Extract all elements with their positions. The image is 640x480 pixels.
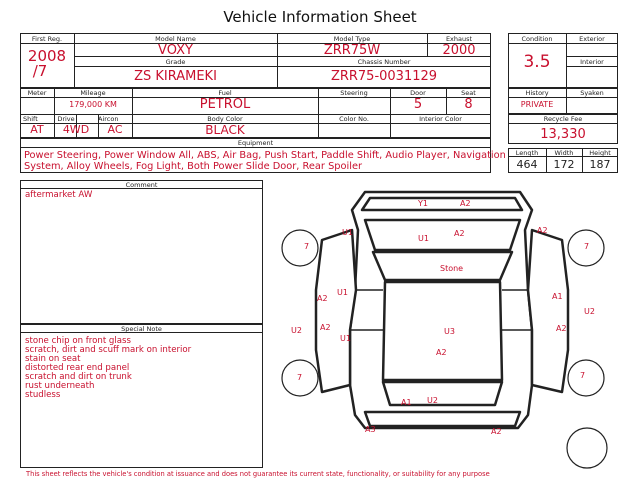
damage-mark: A3	[365, 425, 376, 434]
special-note-item: studless	[25, 390, 61, 400]
damage-mark: A2	[556, 324, 567, 333]
interior-label: Interior	[580, 58, 604, 66]
comment-box	[20, 180, 263, 324]
special-note-label: Special Note	[121, 325, 162, 333]
height-label: Height	[589, 149, 611, 157]
interior-color-label: Interior Color	[419, 115, 462, 123]
chassis-number-label: Chassis Number	[357, 58, 411, 66]
mileage-label: Mileage	[80, 89, 106, 97]
damage-mark: U2	[584, 307, 595, 316]
body-color-value: BLACK	[205, 123, 245, 137]
comment-label: Comment	[125, 181, 158, 189]
damage-mark: Y1	[418, 199, 428, 208]
damage-mark: Stone	[440, 264, 464, 273]
damage-mark: A2	[491, 427, 502, 436]
syaken-label: Syaken	[580, 89, 604, 97]
first-reg-label: First Reg.	[31, 35, 63, 43]
model-name-label: Model Name	[155, 35, 196, 43]
damage-mark: A1	[552, 292, 563, 301]
height-value: 187	[589, 158, 611, 171]
damage-mark: A2	[537, 226, 548, 235]
model-name-value: VOXY	[158, 43, 193, 58]
history-value: PRIVATE	[520, 100, 554, 109]
recycle-fee-label: Recycle Fee	[543, 115, 583, 123]
damage-mark: A2	[460, 199, 471, 208]
model-type-label: Model Type	[333, 35, 371, 43]
exhaust-value: 2000	[442, 43, 476, 58]
damage-mark: A1	[401, 398, 412, 407]
door-value: 5	[413, 97, 423, 112]
page-title: Vehicle Information Sheet	[223, 8, 417, 26]
fuel-label: Fuel	[218, 89, 232, 97]
drive-label: Drive	[57, 115, 75, 123]
special-note-item: scratch and dirt on trunk	[25, 372, 132, 382]
chassis-number-value: ZRR75-0031129	[330, 69, 438, 84]
length-label: Length	[515, 149, 539, 157]
mileage-value: 179,000 KM	[69, 100, 117, 109]
damage-mark: U2	[291, 326, 302, 335]
aircon-value: AC	[107, 123, 123, 136]
condition-value: 3.5	[523, 52, 551, 72]
body-color-label: Body Color	[207, 115, 243, 123]
history-label: History	[525, 89, 549, 97]
special-note-item: stone chip on front glass	[25, 336, 131, 346]
width-label: Width	[554, 149, 574, 157]
recycle-fee-value: 13,330	[540, 127, 586, 142]
fuel-value: PETROL	[199, 97, 251, 112]
seat-label: Seat	[461, 89, 476, 97]
special-note-item: rust underneath	[25, 381, 95, 391]
exhaust-label: Exhaust	[445, 35, 473, 43]
condition-label: Condition	[521, 35, 553, 43]
shift-value: AT	[30, 123, 44, 136]
damage-mark: U2	[427, 396, 438, 405]
special-note-item: scratch, dirt and scuff mark on interior	[25, 345, 192, 355]
damage-mark: U1	[340, 334, 351, 343]
damage-mark: 7	[580, 371, 586, 380]
damage-mark: A2	[317, 294, 328, 303]
model-type-value: ZRR75W	[323, 43, 381, 58]
damage-mark: U1	[418, 234, 429, 243]
comment-value: aftermarket AW	[25, 190, 93, 200]
aircon-label: Aircon	[98, 115, 119, 123]
grade-value: ZS KIRAMEKI	[134, 69, 217, 84]
damage-mark: 7	[297, 373, 303, 382]
drive-value: 4WD	[62, 123, 90, 136]
damage-mark: 7	[584, 242, 590, 251]
damage-mark: A2	[320, 323, 331, 332]
damage-mark: U3	[444, 327, 455, 336]
equipment-label: Equipment	[237, 139, 274, 147]
grade-label: Grade	[165, 58, 186, 66]
steering-label: Steering	[340, 89, 368, 97]
meter-label: Meter	[27, 89, 47, 97]
color-no-label: Color No.	[339, 115, 369, 123]
door-label: Door	[410, 89, 426, 97]
seat-value: 8	[464, 97, 473, 112]
damage-mark: A2	[436, 348, 447, 357]
damage-mark: A2	[454, 229, 465, 238]
special-note-item: distorted rear end panel	[25, 363, 130, 373]
first-reg-month: /7	[32, 62, 48, 80]
disclaimer: This sheet reflects the vehicle's condition at issuance and does not guarantee its current state, functionality, or suitability for any purpose	[26, 470, 490, 478]
width-value: 172	[553, 158, 575, 171]
length-value: 464	[516, 158, 538, 171]
damage-mark: 7	[304, 242, 310, 251]
equipment-value: Power Steering, Power Window All, ABS, Air Bag, Push Start, Paddle Shift, Audio Player, Navigation System, Alloy Wheels, Fog Light, Both Power Slide Door, Rear Spoiler	[24, 150, 506, 172]
special-note-item: stain on seat	[25, 354, 81, 364]
first-reg-year: 2008	[27, 47, 67, 65]
damage-mark: U1	[337, 288, 348, 297]
damage-mark: U1	[342, 228, 353, 237]
exterior-label: Exterior	[579, 35, 605, 43]
shift-label: Shift	[23, 115, 38, 123]
